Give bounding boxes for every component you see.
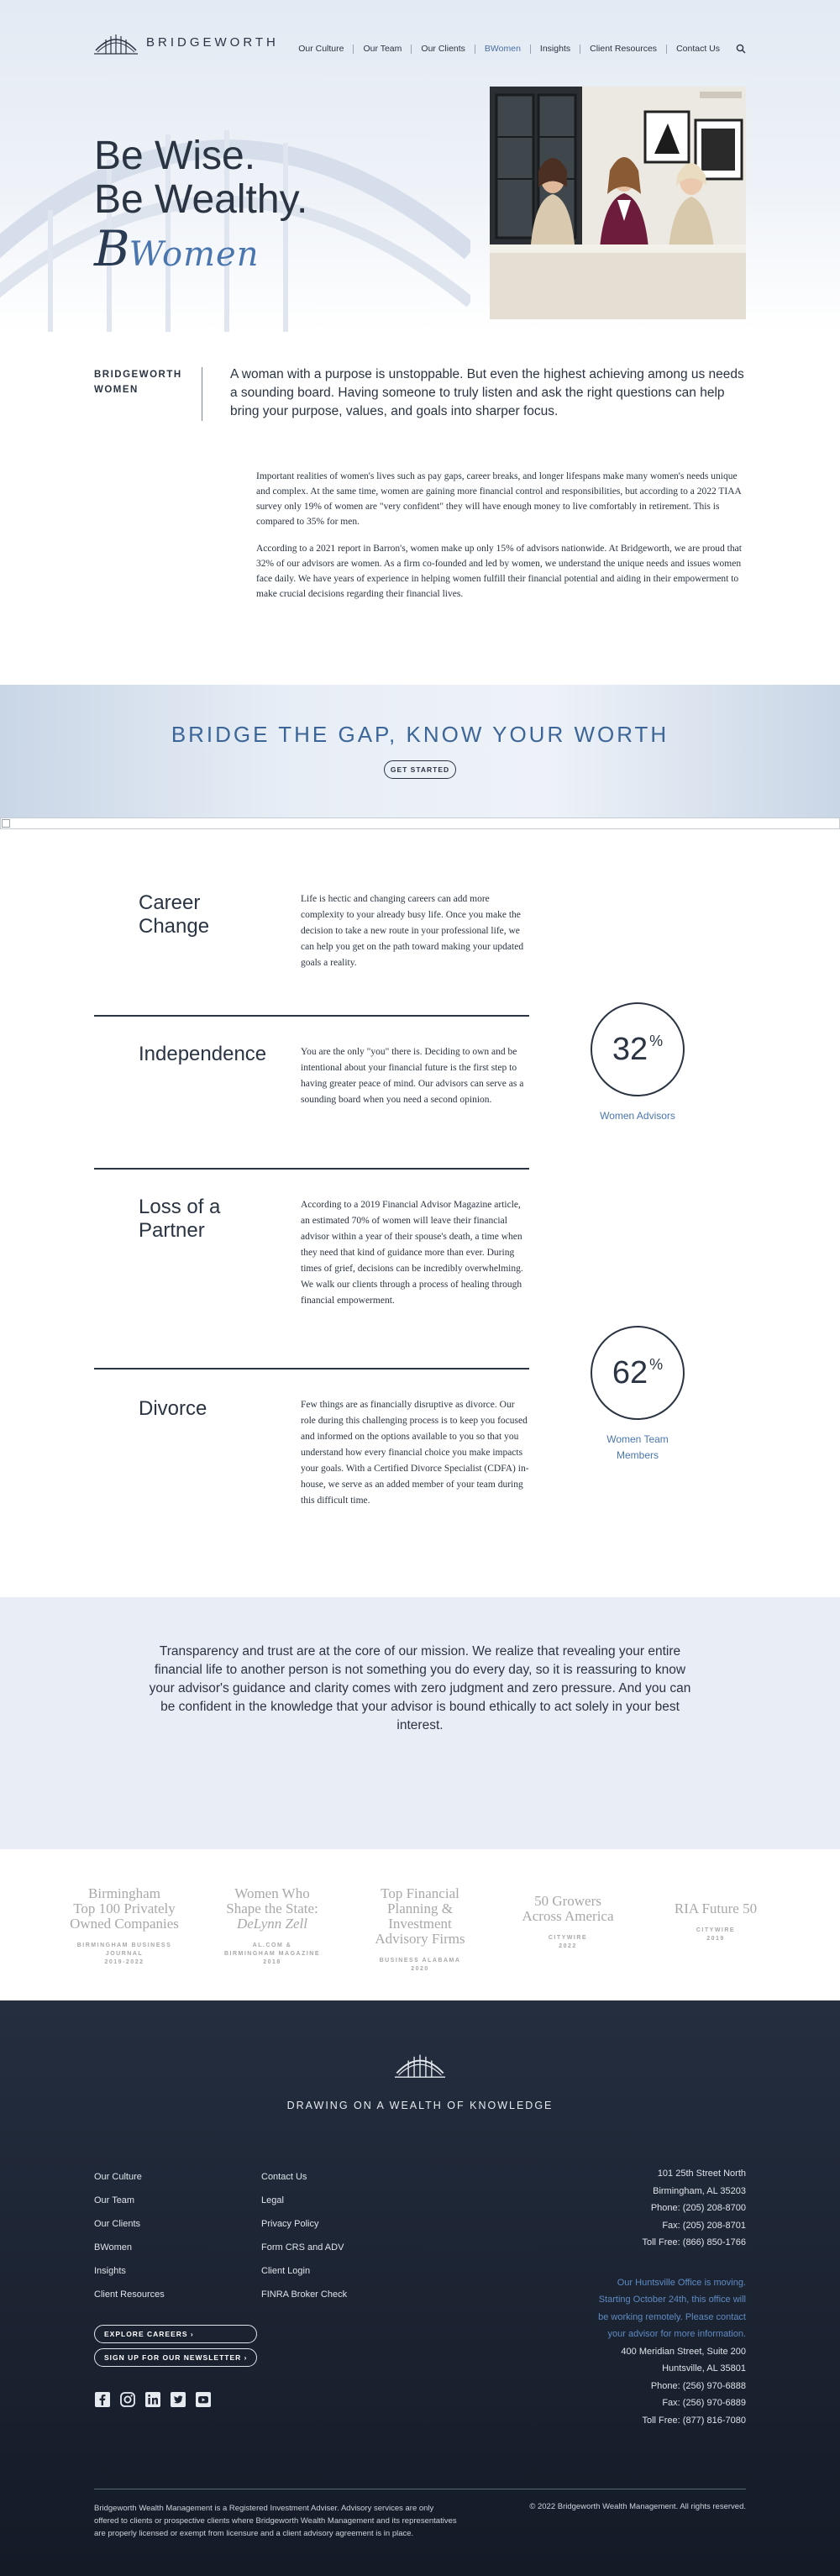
award-item: [209, 1886, 335, 2000]
mission-section: [0, 1597, 840, 1849]
life-events-section: [0, 829, 840, 1597]
section-label: [94, 367, 182, 397]
stat-circle: [591, 1002, 685, 1096]
award-title: [357, 1886, 483, 1947]
site-header: [0, 0, 840, 80]
award-item: [505, 1886, 631, 2000]
award-source-line: BIRMINGHAM MAGAZINE: [223, 1951, 321, 1957]
award-title-line: Top 100 Privately: [73, 1900, 176, 1916]
phone-line[interactable]: Phone: (256) 970-6888: [650, 2380, 746, 2391]
fax-line: Fax: (205) 208-8701: [662, 2220, 746, 2231]
nav-client-resources[interactable]: Client Resources: [580, 45, 667, 54]
address-spacer: [598, 2252, 746, 2274]
nav-insights[interactable]: Insights: [531, 45, 580, 54]
topic-text: Few things are as financially disruptive as divorce. Our role during this challenging process is to keep you focused and informed on the options available to you so that you understand how every financial choice you make impacts your goals. With a Certified Divorce Specialist (CDFA) in-house, we serve as an added member of your team during this difficult time.: [301, 1400, 529, 1506]
award-title-line: RIA Future 50: [674, 1900, 758, 1916]
fax-line: Fax: (256) 970-6889: [662, 2398, 746, 2408]
hero-section: [0, 0, 840, 332]
stat-unit: %: [649, 1032, 664, 1049]
topic-title: [139, 1196, 220, 1243]
logo[interactable]: [94, 29, 279, 55]
facebook-icon[interactable]: [94, 2391, 111, 2408]
address-line: 101 25th Street North: [657, 2169, 746, 2179]
explore-careers-label: EXPLORE CAREERS: [104, 2330, 188, 2338]
stat-label: [591, 1108, 685, 1124]
stat-women-team-members: [591, 1326, 685, 1464]
footer-link-legal[interactable]: Legal: [261, 2195, 284, 2205]
office-addresses: [598, 2165, 746, 2429]
bridge-logo-icon: [94, 29, 138, 55]
hero-photo-women-advisors: [490, 87, 746, 319]
award-item: [357, 1886, 483, 2000]
footer-links-secondary: [261, 2165, 347, 2306]
nav-contact-us[interactable]: Contact Us: [676, 43, 720, 54]
award-title: [61, 1886, 187, 1932]
cta-band-title: BRIDGE THE GAP, KNOW YOUR WORTH: [171, 722, 669, 747]
stat-label: [591, 1432, 685, 1464]
award-source: [209, 1942, 335, 1967]
intro-paragraph: Important realities of women's lives such as pay gaps, career breaks, and longer lifespans make many women's needs unique and complex. At the same time, women are gaining more financial control and responsibilities, but according to a 2022 TIAA survey only 19% of women are "very confident" they will have enough money to live comfortably in retirement. This is compared to 35% for men.: [256, 471, 742, 527]
section-label-line2: WOMEN: [94, 385, 139, 395]
stat-circle: [591, 1326, 685, 1420]
instagram-icon[interactable]: [119, 2391, 136, 2408]
award-source-line: BUSINESS ALABAMA: [379, 1958, 461, 1964]
phone-line[interactable]: Phone: (205) 208-8700: [650, 2203, 746, 2213]
newsletter-label: SIGN UP FOR OUR NEWSLETTER: [104, 2353, 242, 2362]
award-title-line: Top Financial: [381, 1885, 459, 1901]
topic-text: You are the only "you" there is. Deciding to own and be intentional about your financial future is the first step to having greater peace of mind. Our advisors can serve as a sounding board when you need a second opinion.: [301, 1047, 524, 1105]
stat-label-line: Women Team: [606, 1433, 669, 1445]
topic-title-line: Independence: [139, 1043, 267, 1065]
footer-link-insights[interactable]: Insights: [94, 2266, 126, 2276]
award-source: [505, 1934, 631, 1951]
stat-value: 62: [612, 1354, 648, 1391]
topic-text: According to a 2019 Financial Advisor Magazine article, an estimated 70% of women will leave their financial advisor within a year of their spouse's death, a time when they need that kind of guidance more than ever. During times of grief, decisions can be incredibly overwhelming. We walk our clients through a process of healing through financial empowerment.: [301, 1200, 523, 1306]
nav-bwomen[interactable]: BWomen: [475, 45, 531, 54]
intro-section: [0, 332, 840, 685]
footer-tagline: DRAWING ON A WEALTH OF KNOWLEDGE: [286, 2100, 554, 2111]
cta-band: [0, 685, 840, 817]
toll-free-line[interactable]: Toll Free: (866) 850-1766: [642, 2237, 746, 2247]
explore-careers-button[interactable]: [94, 2325, 257, 2343]
newsletter-signup-button[interactable]: [94, 2348, 257, 2367]
award-item: [653, 1886, 779, 2000]
broken-image-placeholder: [0, 817, 840, 829]
topic-title-line: Divorce: [139, 1397, 207, 1420]
topic-divider: [94, 1168, 529, 1170]
legal-disclaimer: Bridgeworth Wealth Management is a Registered Investment Adviser. Advisory services are only offered to clients or prospective clients where Bridgeworth Wealth Management and its representatives are properly licensed or exempt from licensure and a client advisory agreement is in place.: [94, 2504, 457, 2538]
award-source-line: 2019: [706, 1936, 725, 1942]
nav-our-team[interactable]: Our Team: [354, 45, 412, 54]
linkedin-icon[interactable]: [144, 2391, 161, 2408]
award-source: [357, 1957, 483, 1974]
award-title-line: Planning & Investment: [387, 1900, 453, 1932]
topic-title-line: Change: [139, 915, 210, 938]
section-label-line1: BRIDGEWORTH: [94, 370, 182, 380]
bridge-logo-icon[interactable]: [395, 2048, 445, 2079]
chevron-right-icon: ›: [190, 2330, 194, 2338]
site-footer: [0, 2000, 840, 2576]
main-nav: [289, 44, 746, 54]
chevron-right-icon: ›: [244, 2353, 248, 2362]
award-source-line: 2019-2022: [104, 1959, 144, 1965]
toll-free-line[interactable]: Toll Free: (877) 816-7080: [642, 2415, 746, 2426]
award-source-line: CITYWIRE: [696, 1927, 736, 1933]
award-source-line: CITYWIRE: [548, 1935, 588, 1941]
award-title-line: Across America: [522, 1908, 614, 1924]
footer-link-client-resources[interactable]: Client Resources: [94, 2289, 165, 2300]
nav-our-culture[interactable]: Our Culture: [289, 45, 354, 54]
hero-title-line1: Be Wise.: [94, 134, 256, 178]
office-move-note: Our Huntsville Office is moving.: [617, 2277, 746, 2288]
awards-strip: [0, 1849, 840, 2000]
office-move-note: your advisor for more information.: [607, 2329, 746, 2339]
bwomen-script-word: Women: [129, 235, 260, 274]
topic-title-line: Career: [139, 891, 201, 914]
address-line: Huntsville, AL 35801: [662, 2363, 746, 2374]
footer-link-our-clients[interactable]: Our Clients: [94, 2219, 141, 2229]
intro-lead: A woman with a purpose is unstoppable. But even the highest achieving among us needs a sounding board. Having someone to truly listen and ask the right questions can help bring your purpose, values, and goals into sharper focus.: [230, 367, 744, 418]
topic-title: [139, 891, 209, 938]
award-source-line: AL.COM &: [252, 1943, 292, 1948]
award-title: [653, 1886, 779, 1916]
bwomen-script-b: B: [94, 220, 129, 277]
award-title-line: 50 Growers: [534, 1893, 601, 1909]
topic-divider: [94, 1368, 529, 1369]
address-line: 400 Meridian Street, Suite 200: [621, 2346, 746, 2357]
stat-label-line: Women Advisors: [600, 1110, 675, 1122]
intro-paragraph: According to a 2021 report in Barron's, women make up only 15% of advisors nationwide. At Bridgeworth, we are proud that 32% of our advisors are women. As a firm co-founded and led by women, we understand the unique needs and issues women face daily. We have years of experience in helping women fulfill their financial potential and aiding in their empowerment to make crucial decisions regarding their financial lives.: [256, 544, 742, 599]
copyright: © 2022 Bridgeworth Wealth Management. All rights reserved.: [529, 2502, 746, 2511]
award-title-line: Advisory Firms: [375, 1931, 465, 1947]
footer-links-primary: [94, 2165, 165, 2306]
address-line: Birmingham, AL 35203: [653, 2185, 746, 2196]
award-source-line: 2022: [559, 1943, 577, 1949]
topic-text: Life is hectic and changing careers can add more complexity to your already busy life. Once you make the decision to take a new route in your professional life, we can help you get on the path toward making your updated goals a reality.: [301, 894, 524, 968]
footer-link-finra-broker-check[interactable]: FINRA Broker Check: [261, 2289, 348, 2300]
footer-link-our-team[interactable]: Our Team: [94, 2195, 135, 2205]
award-title-line: DeLynn Zell: [236, 1916, 307, 1932]
bwomen-script-logo: [94, 220, 259, 277]
search-icon[interactable]: [736, 44, 746, 54]
award-title-line: Women Who: [234, 1885, 310, 1901]
stat-value: 32: [612, 1031, 648, 1067]
award-title-line: Owned Companies: [70, 1916, 179, 1932]
topic-title: [139, 1397, 207, 1421]
topic-title: [139, 1043, 266, 1066]
award-source: [61, 1942, 187, 1967]
intro-body: [256, 469, 748, 613]
award-title: [505, 1886, 631, 1924]
hero-title-line2: Be Wealthy.: [94, 177, 308, 222]
footer-link-form-crs-adv[interactable]: Form CRS and ADV: [261, 2242, 344, 2253]
stat-unit: %: [649, 1355, 664, 1373]
youtube-icon[interactable]: [195, 2391, 212, 2408]
social-links: [94, 2391, 212, 2408]
twitter-icon[interactable]: [170, 2391, 186, 2408]
office-move-note: be working remotely. Please contact: [598, 2311, 746, 2322]
nav-our-clients[interactable]: Our Clients: [412, 45, 475, 54]
award-title-line: Shape the State:: [226, 1900, 318, 1916]
logo-wordmark: BRIDGEWORTH: [146, 34, 279, 50]
footer-link-contact-us[interactable]: Contact Us: [261, 2172, 307, 2182]
stat-label-line: Members: [616, 1449, 659, 1461]
mission-statement: Transparency and trust are at the core of our mission. We realize that revealing your entire financial life to another person is not something you do every day, so it is reassuring to know your advisor's guidance and clarity comes with zero judgment and zero pressure. And you can be confident in the knowledge that your advisor is bound ethically to act solely in your best interest.: [149, 1644, 691, 1732]
award-source: [653, 1927, 779, 1943]
footer-link-client-login[interactable]: Client Login: [261, 2266, 311, 2276]
topic-title-line: Partner: [139, 1219, 205, 1242]
award-source-line: 2018: [263, 1959, 281, 1965]
footer-link-bwomen[interactable]: BWomen: [94, 2242, 133, 2253]
topic-title-line: Loss of a: [139, 1196, 221, 1218]
broken-image-icon: [2, 819, 10, 828]
office-move-note: Starting October 24th, this office will: [598, 2295, 746, 2305]
award-item: [61, 1886, 187, 2000]
stat-women-advisors: [591, 1002, 685, 1124]
get-started-button[interactable]: GET STARTED: [384, 760, 456, 779]
award-source-line: BIRMINGHAM BUSINESS JOURNAL: [76, 1943, 172, 1957]
footer-link-our-culture[interactable]: Our Culture: [94, 2172, 142, 2182]
footer-link-privacy-policy[interactable]: Privacy Policy: [261, 2219, 319, 2229]
award-source-line: 2020: [411, 1966, 429, 1972]
award-title-line: Birmingham: [88, 1885, 160, 1901]
award-title: [209, 1886, 335, 1932]
topic-divider: [94, 1015, 529, 1017]
hero-photo-illustration: [490, 87, 746, 319]
hero-title: [94, 134, 307, 222]
